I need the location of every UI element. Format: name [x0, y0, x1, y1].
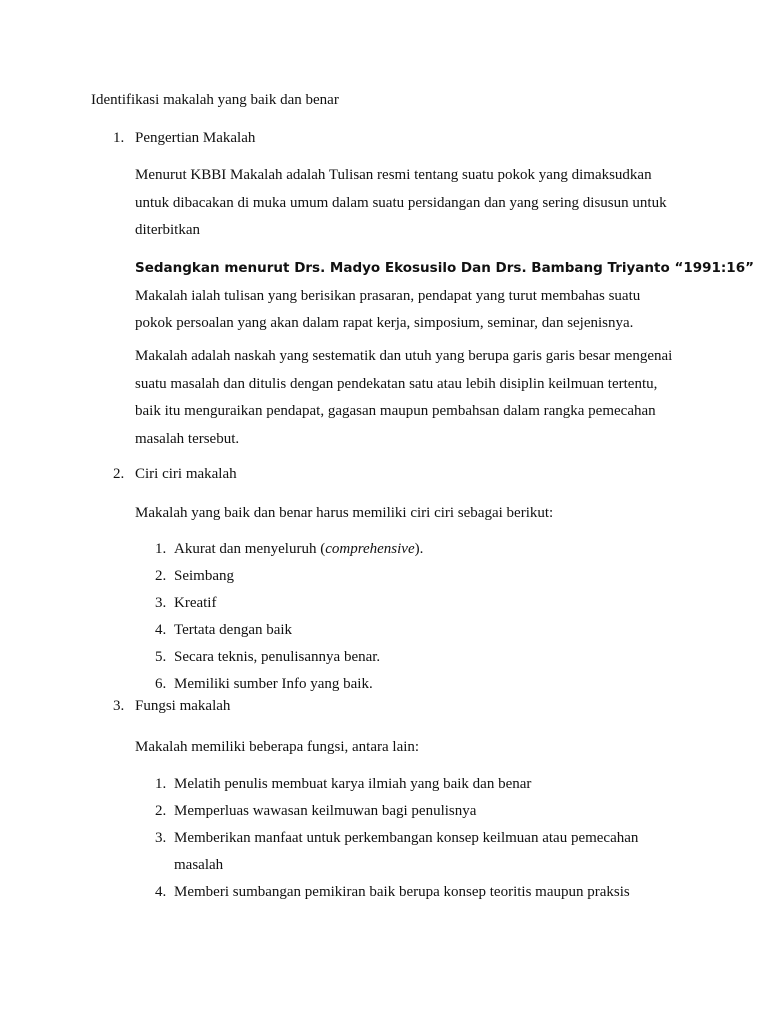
- list-number: 2.: [155, 568, 167, 584]
- list-text-continuation: masalah: [174, 857, 224, 873]
- list-text: Melatih penulis membuat karya ilmiah yang baik dan benar: [174, 776, 532, 792]
- paragraph-line: masalah tersebut.: [135, 430, 240, 447]
- section-title: Pengertian Makalah: [135, 130, 256, 146]
- list-number: 1.: [155, 776, 167, 792]
- section-title: Fungsi makalah: [135, 698, 231, 714]
- list-text: Memberi sumbangan pemikiran baik berupa konsep teoritis maupun praksis: [174, 884, 630, 900]
- paragraph-fungsi-intro: [135, 734, 695, 762]
- paragraph-line: untuk dibacakan di muka umum dalam suatu persidangan dan yang sering disusun untuk: [135, 194, 667, 211]
- list-text: Seimbang: [174, 568, 234, 584]
- paragraph-line: Makalah memiliki beberapa fungsi, antara lain:: [135, 739, 420, 755]
- list-item: [155, 617, 675, 644]
- section-title: Ciri ciri makalah: [135, 466, 237, 482]
- list-number: 6.: [155, 676, 167, 692]
- paragraph-kbbi-definition: [135, 162, 695, 245]
- paragraph-line: pokok persoalan yang akan dalam rapat kerja, simposium, seminar, dan sejenisnya.: [135, 315, 634, 331]
- list-fungsi: [155, 771, 675, 906]
- list-text: Secara teknis, penulisannya benar.: [174, 649, 381, 665]
- list-text: Tertata dengan baik: [174, 622, 293, 638]
- paragraph-bold-line: Sedangkan menurut Drs. Madyo Ekosusilo Dan Drs. Bambang Triyanto “1991:16”: [135, 260, 754, 276]
- paragraph-ciri-intro: [135, 500, 695, 528]
- list-text-emphasis: comprehensive: [325, 541, 415, 557]
- list-ciri: [155, 536, 675, 698]
- list-item: [155, 879, 675, 906]
- section-number: 3.: [113, 698, 125, 714]
- list-item: [155, 644, 675, 671]
- paragraph-naskah-definition: [135, 343, 695, 453]
- list-number: 5.: [155, 649, 167, 665]
- section-heading-ciri: [113, 466, 237, 483]
- paragraph-expert-definition: [135, 255, 754, 338]
- list-number: 3.: [155, 830, 167, 846]
- paragraph-line: suatu masalah dan ditulis dengan pendekatan satu atau lebih disiplin keilmuan tertentu,: [135, 375, 658, 392]
- list-text: Memberikan manfaat untuk perkembangan konsep keilmuan atau pemecahan: [174, 830, 639, 846]
- list-item: [155, 798, 675, 825]
- section-heading-pengertian: [113, 130, 255, 147]
- list-number: 2.: [155, 803, 167, 819]
- document-title: Identifikasi makalah yang baik dan benar: [91, 92, 339, 108]
- paragraph-line: diterbitkan: [135, 222, 200, 238]
- list-text-suffix: ).: [414, 541, 424, 557]
- list-number: 4.: [155, 622, 167, 638]
- section-heading-fungsi: [113, 698, 230, 715]
- list-text: Memperluas wawasan keilmuwan bagi penulisnya: [174, 803, 477, 819]
- list-item: [155, 671, 675, 698]
- list-text: Akurat dan menyeluruh (: [174, 541, 326, 557]
- list-number: 3.: [155, 595, 167, 611]
- paragraph-line: Makalah yang baik dan benar harus memiliki ciri ciri sebagai berikut:: [135, 505, 554, 521]
- section-number: 2.: [113, 466, 125, 482]
- list-number: 1.: [155, 541, 167, 557]
- paragraph-line: baik itu menguraikan pendapat, gagasan maupun pembahsan dalam rangka pemecahan: [135, 403, 656, 419]
- paragraph-line: Makalah adalah naskah yang sestematik dan utuh yang berupa garis garis besar mengenai: [135, 348, 673, 364]
- list-item: [155, 536, 675, 563]
- list-item: [155, 771, 675, 798]
- list-item: [155, 590, 675, 617]
- section-number: 1.: [113, 130, 125, 146]
- list-text: Kreatif: [174, 595, 217, 611]
- list-item: [155, 825, 675, 879]
- list-text: Memiliki sumber Info yang baik.: [174, 676, 373, 692]
- paragraph-line: Menurut KBBI Makalah adalah Tulisan resmi tentang suatu pokok yang dimaksudkan: [135, 167, 652, 183]
- list-number: 4.: [155, 884, 167, 900]
- list-item: [155, 563, 675, 590]
- paragraph-line: Makalah ialah tulisan yang berisikan prasaran, pendapat yang turut membahas suatu: [135, 287, 641, 304]
